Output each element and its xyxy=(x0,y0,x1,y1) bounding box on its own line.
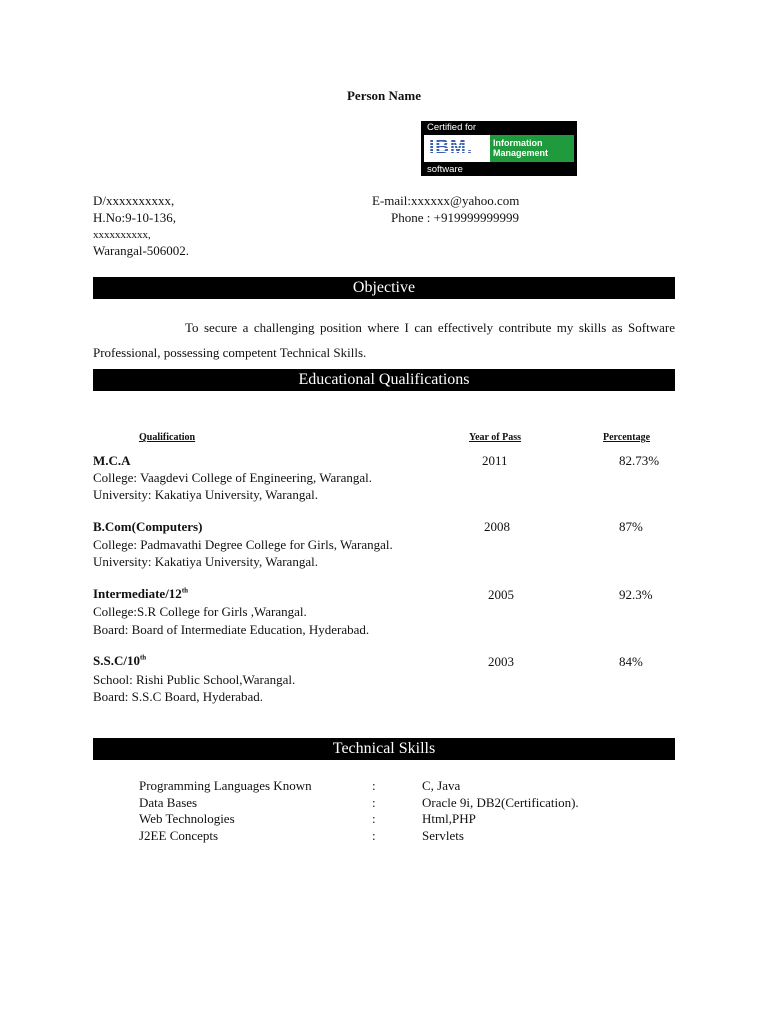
skill-value: Html,PHP xyxy=(422,811,476,826)
institution-line: College:S.R College for Girls ,Warangal. xyxy=(93,604,307,619)
university-line: University: Kakatiya University, Warangal. xyxy=(93,487,318,502)
university-line: University: Kakatiya University, Warangal. xyxy=(93,554,318,569)
address-line-1: D/xxxxxxxxxx, xyxy=(93,193,175,208)
address-line-4: Warangal-506002. xyxy=(93,243,190,258)
year-column-header: Year of Pass xyxy=(469,432,522,443)
skill-separator: : xyxy=(372,828,376,843)
ibm-brand-text: IBM. xyxy=(429,137,474,158)
year-of-pass: 2011 xyxy=(482,453,508,468)
skill-value: C, Java xyxy=(422,778,461,793)
institution-line: School: Rishi Public School,Warangal. xyxy=(93,672,296,687)
objective-heading: Objective xyxy=(93,277,675,299)
education-heading: Educational Qualifications xyxy=(93,369,675,391)
percentage-value: 92.3% xyxy=(619,587,653,602)
badge-product-line2: Management xyxy=(493,148,549,158)
skill-value: Oracle 9i, DB2(Certification). xyxy=(422,795,579,810)
skill-separator: : xyxy=(372,795,376,810)
address-line-3: xxxxxxxxxx, xyxy=(93,229,151,241)
percentage-column-header: Percentage xyxy=(603,432,651,443)
institution-line: College: Padmavathi Degree College for Girls, Warangal. xyxy=(93,537,393,552)
year-of-pass: 2008 xyxy=(484,519,510,534)
badge-product-line1: Information xyxy=(493,138,543,148)
institution-line: College: Vaagdevi College of Engineering, Warangal. xyxy=(93,470,372,485)
degree-superscript: th xyxy=(139,653,147,662)
badge-bottom-text: software xyxy=(427,164,463,175)
badge-top-text: Certified for xyxy=(427,122,477,133)
degree-title: S.S.C/10th xyxy=(93,653,147,668)
skill-label: Programming Languages Known xyxy=(139,778,312,793)
person-name: Person Name xyxy=(346,88,421,103)
phone-text: Phone : +919999999999 xyxy=(391,210,519,225)
qualification-column-header: Qualification xyxy=(139,432,196,443)
year-of-pass: 2003 xyxy=(488,654,514,669)
badge-product xyxy=(490,135,574,162)
skill-label: Web Technologies xyxy=(139,811,235,826)
board-line: Board: Board of Intermediate Education, Hyderabad. xyxy=(93,622,370,637)
skill-separator: : xyxy=(372,811,376,826)
objective-paragraph xyxy=(93,315,675,365)
badge-middle xyxy=(424,135,574,162)
objective-text: To secure a challenging position where I can effectively contribute my skills as Software Professional, possessing competent Technical Skills. xyxy=(93,320,675,360)
board-line: Board: S.S.C Board, Hyderabad. xyxy=(93,689,264,704)
skill-value: Servlets xyxy=(422,828,464,843)
skill-separator: : xyxy=(372,778,376,793)
percentage-value: 87% xyxy=(619,519,643,534)
degree-superscript: th xyxy=(181,586,189,595)
technical-skills-heading: Technical Skills xyxy=(93,738,675,760)
percentage-value: 82.73% xyxy=(619,453,660,468)
degree-title: B.Com(Computers) xyxy=(93,519,203,534)
skill-label: J2EE Concepts xyxy=(139,828,219,843)
ibm-certification-logo xyxy=(421,121,577,176)
address-line-2: H.No:9-10-136, xyxy=(93,210,177,225)
email-text: E-mail:xxxxxx@yahoo.com xyxy=(372,193,520,208)
degree-title: Intermediate/12th xyxy=(93,586,189,601)
percentage-value: 84% xyxy=(619,654,643,669)
year-of-pass: 2005 xyxy=(488,587,514,602)
degree-title: M.C.A xyxy=(93,453,131,468)
skill-label: Data Bases xyxy=(139,795,198,810)
